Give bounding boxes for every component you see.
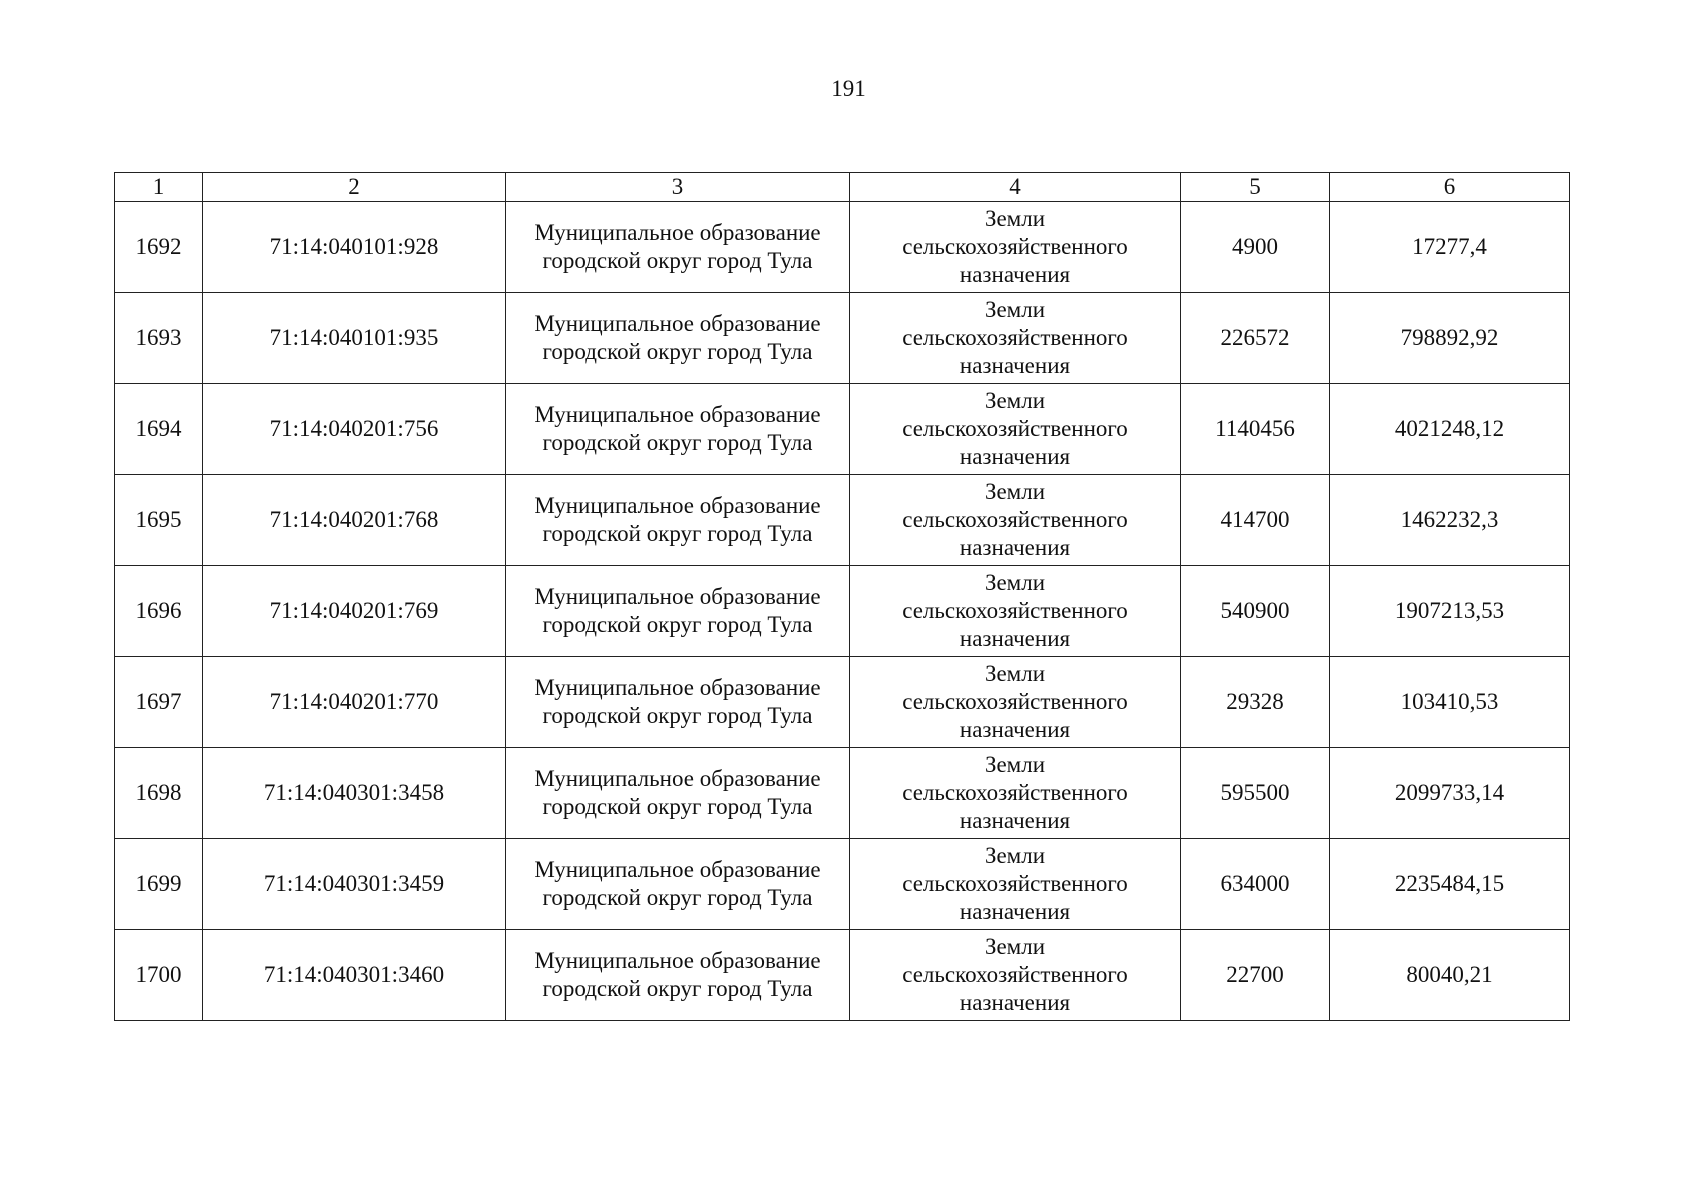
- cadastral-number: 71:14:040201:768: [203, 475, 506, 566]
- owner: [506, 839, 850, 930]
- category-line: Земли: [984, 570, 1046, 595]
- cadastral-number: 71:14:040101:935: [203, 293, 506, 384]
- table-row: [115, 475, 1570, 566]
- owner: [506, 293, 850, 384]
- category-line: Земли: [984, 661, 1046, 686]
- column-number-6: 6: [1330, 173, 1570, 202]
- category-line: назначения: [959, 808, 1071, 833]
- land-category: [850, 202, 1181, 293]
- cadastral-value: 2099733,14: [1330, 748, 1570, 839]
- owner-line: Муниципальное образование: [534, 493, 821, 518]
- row-number: 1695: [115, 475, 203, 566]
- owner-line: городской округ город Тула: [542, 885, 813, 910]
- land-category: [850, 657, 1181, 748]
- owner-line: городской округ город Тула: [542, 339, 813, 364]
- cadastral-value: 798892,92: [1330, 293, 1570, 384]
- owner-line: Муниципальное образование: [534, 857, 821, 882]
- category-line: сельскохозяйственного: [902, 780, 1128, 805]
- area: 22700: [1181, 930, 1330, 1021]
- owner: [506, 930, 850, 1021]
- cadastral-number: 71:14:040301:3458: [203, 748, 506, 839]
- category-line: назначения: [959, 899, 1071, 924]
- table-row: [115, 566, 1570, 657]
- cadastral-value: 1907213,53: [1330, 566, 1570, 657]
- cadastral-number: 71:14:040201:770: [203, 657, 506, 748]
- category-line: сельскохозяйственного: [902, 598, 1128, 623]
- cadastral-number: 71:14:040201:756: [203, 384, 506, 475]
- land-category: [850, 839, 1181, 930]
- row-number: 1696: [115, 566, 203, 657]
- owner-line: Муниципальное образование: [534, 948, 821, 973]
- column-number-3: 3: [506, 173, 850, 202]
- cadastral-value: 1462232,3: [1330, 475, 1570, 566]
- area: 1140456: [1181, 384, 1330, 475]
- owner-line: городской округ город Тула: [542, 430, 813, 455]
- category-line: назначения: [959, 990, 1071, 1015]
- row-number: 1700: [115, 930, 203, 1021]
- owner: [506, 657, 850, 748]
- cadastral-value: 17277,4: [1330, 202, 1570, 293]
- area: 414700: [1181, 475, 1330, 566]
- row-number: 1699: [115, 839, 203, 930]
- row-number: 1697: [115, 657, 203, 748]
- owner: [506, 202, 850, 293]
- area: 595500: [1181, 748, 1330, 839]
- cadastral-number: 71:14:040201:769: [203, 566, 506, 657]
- table-row: [115, 930, 1570, 1021]
- land-category: [850, 384, 1181, 475]
- owner-line: Муниципальное образование: [534, 402, 821, 427]
- table-row: [115, 293, 1570, 384]
- owner-line: городской округ город Тула: [542, 794, 813, 819]
- column-number-5: 5: [1181, 173, 1330, 202]
- category-line: сельскохозяйственного: [902, 234, 1128, 259]
- category-line: сельскохозяйственного: [902, 416, 1128, 441]
- area: 540900: [1181, 566, 1330, 657]
- owner-line: городской округ город Тула: [542, 703, 813, 728]
- owner: [506, 748, 850, 839]
- owner: [506, 384, 850, 475]
- cadastral-number: 71:14:040301:3460: [203, 930, 506, 1021]
- category-line: сельскохозяйственного: [902, 871, 1128, 896]
- row-number: 1698: [115, 748, 203, 839]
- category-line: сельскохозяйственного: [902, 689, 1128, 714]
- cadastral-value: 80040,21: [1330, 930, 1570, 1021]
- owner-line: Муниципальное образование: [534, 675, 821, 700]
- land-category: [850, 293, 1181, 384]
- owner-line: Муниципальное образование: [534, 220, 821, 245]
- land-register-table: [114, 172, 1570, 1021]
- category-line: Земли: [984, 934, 1046, 959]
- column-number-row: [115, 173, 1570, 202]
- page-number: 191: [831, 76, 866, 101]
- column-number-2: 2: [203, 173, 506, 202]
- category-line: назначения: [959, 626, 1071, 651]
- area: 226572: [1181, 293, 1330, 384]
- owner-line: Муниципальное образование: [534, 766, 821, 791]
- owner-line: Муниципальное образование: [534, 584, 821, 609]
- cadastral-number: 71:14:040101:928: [203, 202, 506, 293]
- cadastral-number: 71:14:040301:3459: [203, 839, 506, 930]
- owner-line: Муниципальное образование: [534, 311, 821, 336]
- owner-line: городской округ город Тула: [542, 248, 813, 273]
- cadastral-value: 4021248,12: [1330, 384, 1570, 475]
- owner: [506, 475, 850, 566]
- land-category: [850, 475, 1181, 566]
- cadastral-value: 103410,53: [1330, 657, 1570, 748]
- category-line: Земли: [984, 206, 1046, 231]
- row-number: 1692: [115, 202, 203, 293]
- category-line: назначения: [959, 535, 1071, 560]
- area: 634000: [1181, 839, 1330, 930]
- area: 29328: [1181, 657, 1330, 748]
- category-line: назначения: [959, 262, 1071, 287]
- category-line: Земли: [984, 843, 1046, 868]
- category-line: сельскохозяйственного: [902, 962, 1128, 987]
- area: 4900: [1181, 202, 1330, 293]
- category-line: назначения: [959, 353, 1071, 378]
- category-line: назначения: [959, 444, 1071, 469]
- category-line: Земли: [984, 752, 1046, 777]
- table-row: [115, 748, 1570, 839]
- row-number: 1693: [115, 293, 203, 384]
- category-line: сельскохозяйственного: [902, 507, 1128, 532]
- owner: [506, 566, 850, 657]
- category-line: сельскохозяйственного: [902, 325, 1128, 350]
- owner-line: городской округ город Тула: [542, 612, 813, 637]
- category-line: Земли: [984, 297, 1046, 322]
- table-row: [115, 384, 1570, 475]
- column-number-4: 4: [850, 173, 1181, 202]
- category-line: назначения: [959, 717, 1071, 742]
- table-row: [115, 202, 1570, 293]
- land-category: [850, 748, 1181, 839]
- owner-line: городской округ город Тула: [542, 521, 813, 546]
- table-row: [115, 657, 1570, 748]
- category-line: Земли: [984, 388, 1046, 413]
- cadastral-value: 2235484,15: [1330, 839, 1570, 930]
- land-category: [850, 566, 1181, 657]
- row-number: 1694: [115, 384, 203, 475]
- owner-line: городской округ город Тула: [542, 976, 813, 1001]
- table-row: [115, 839, 1570, 930]
- column-number-1: 1: [115, 173, 203, 202]
- land-category: [850, 930, 1181, 1021]
- category-line: Земли: [984, 479, 1046, 504]
